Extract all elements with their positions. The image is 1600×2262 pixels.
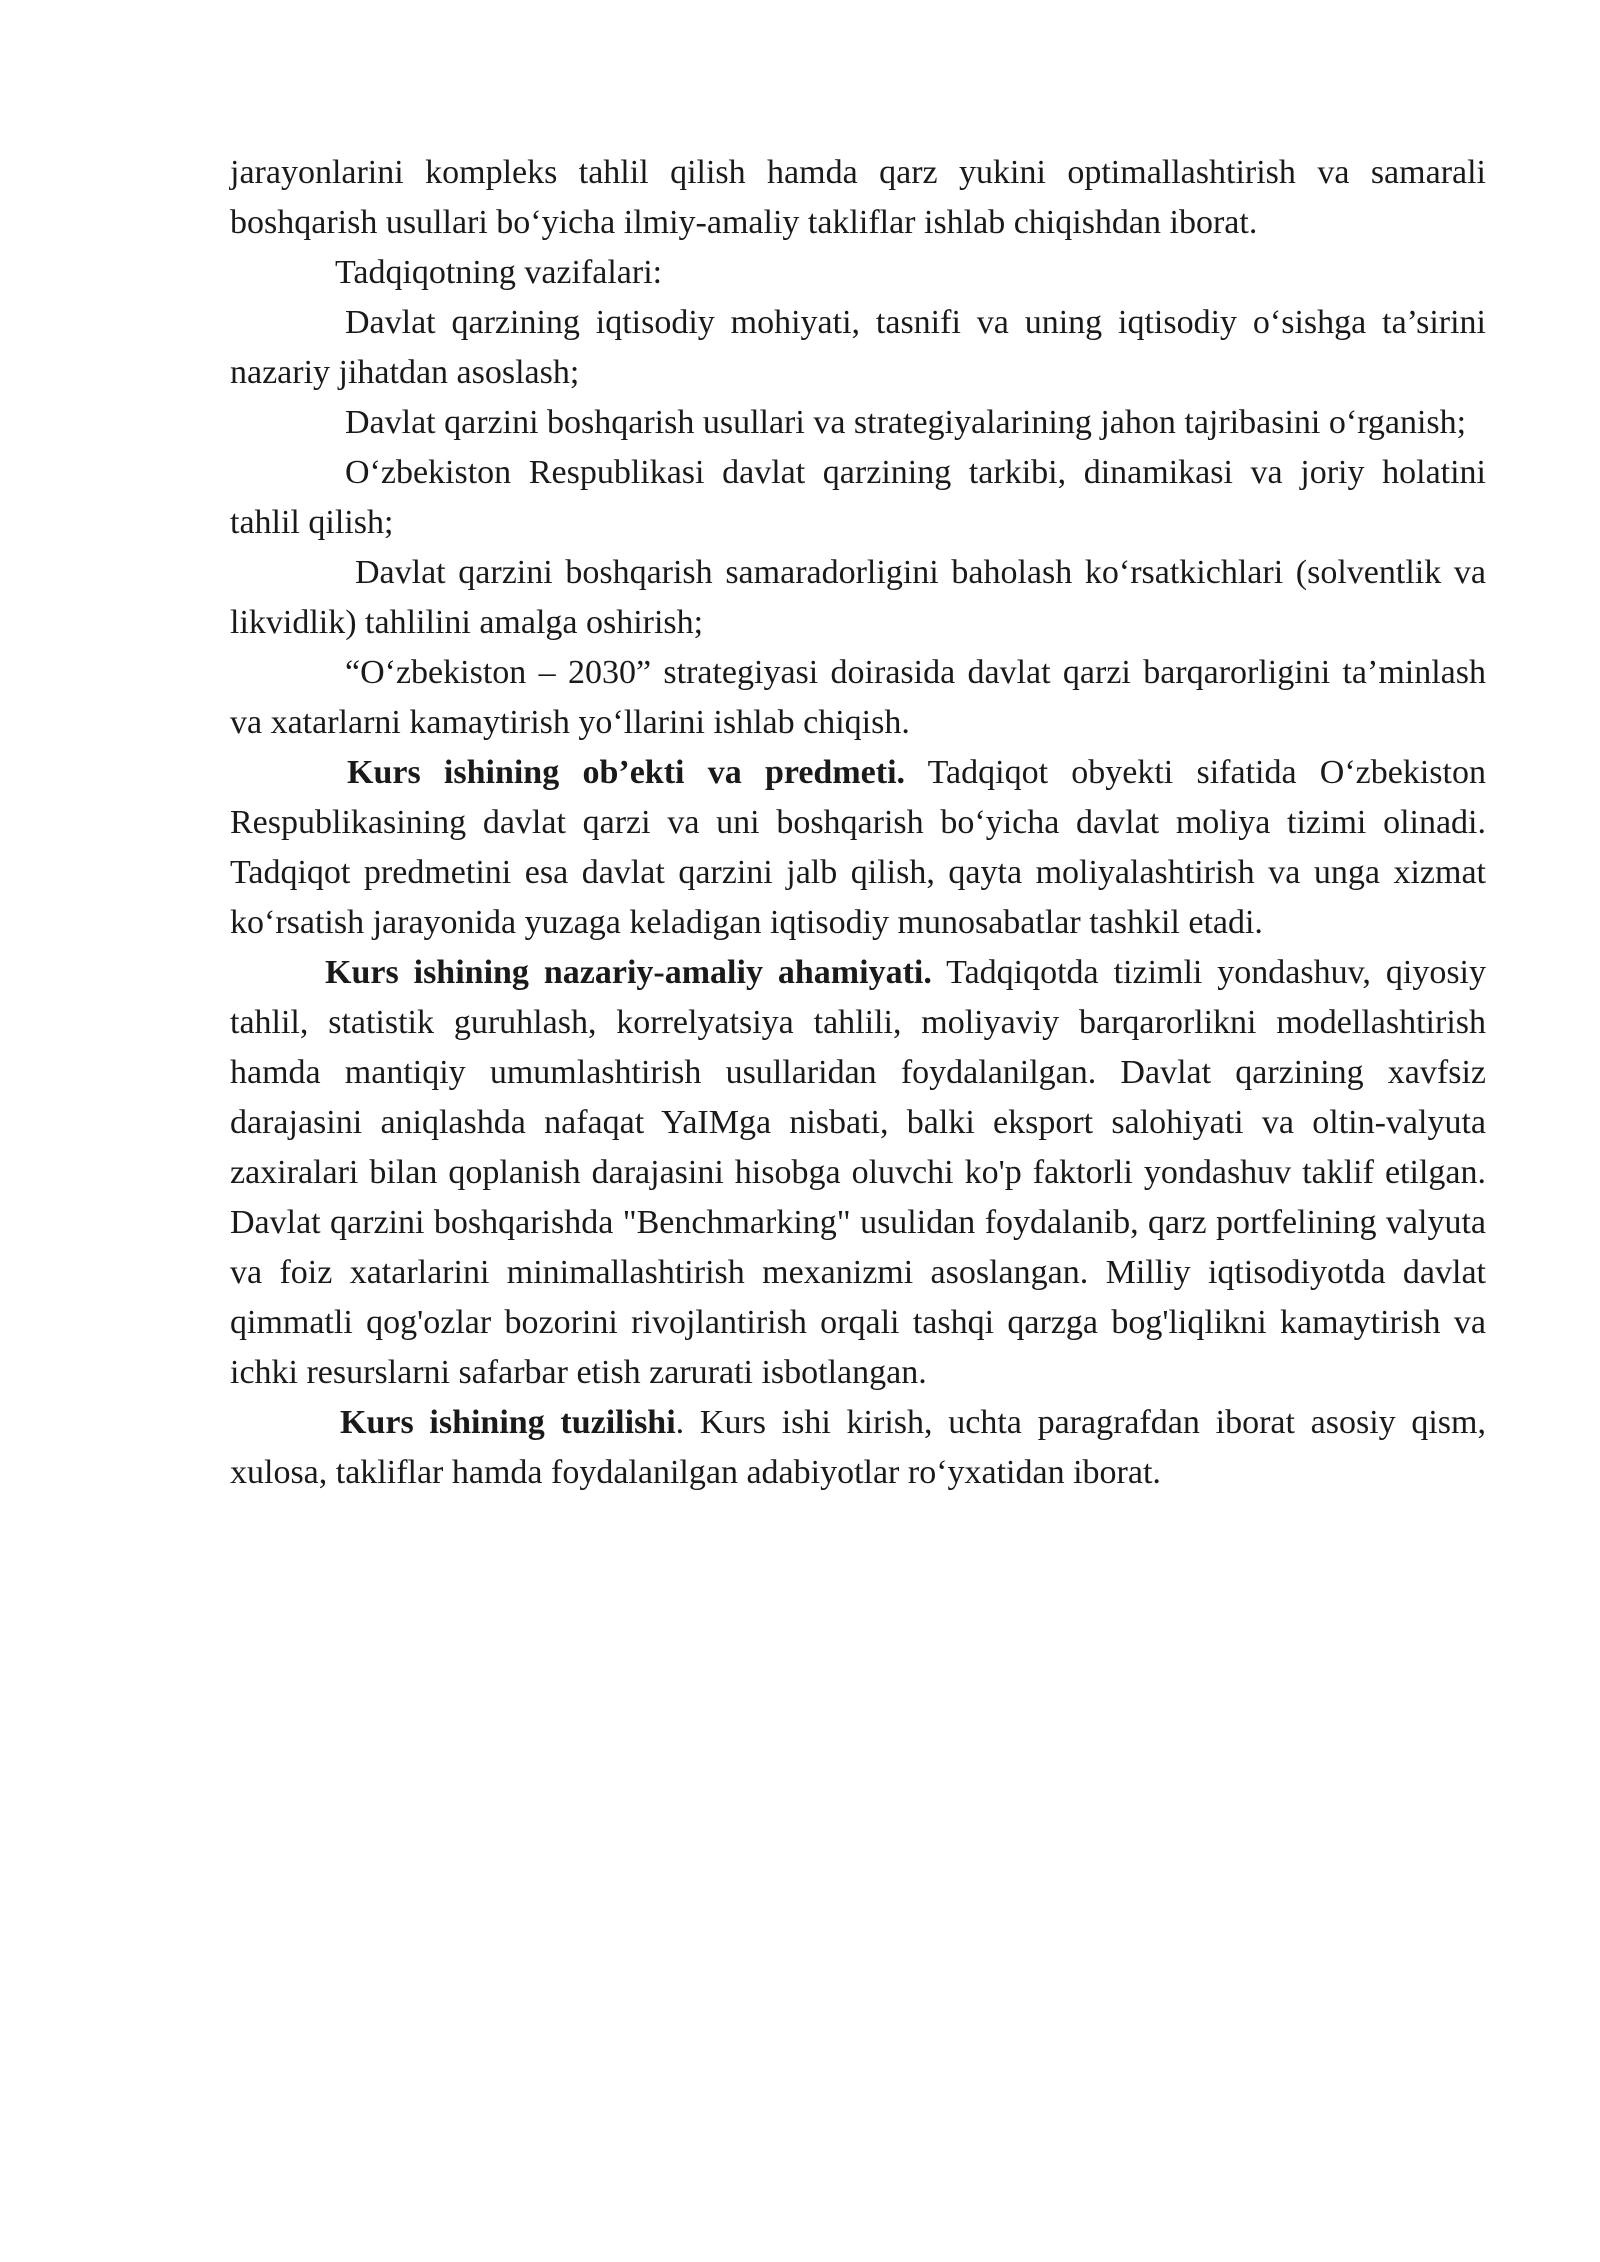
- object-subject-heading: Kurs ishining ob’ekti va predmeti.: [347, 754, 906, 791]
- object-subject-paragraph: [230, 748, 1486, 948]
- task-item-3: O‘zbekiston Respublikasi davlat qarzining tarkibi, dinamikasi va joriy holatini tahlil qilish;: [230, 454, 1486, 541]
- structure-text: . Kurs ishi kirish, uchta paragrafdan iborat asosiy qism, xulosa, takliflar hamda foydalanilgan adabiyotlar ro‘yxatidan iborat.: [230, 1404, 1486, 1491]
- structure-heading: Kurs ishining tuzilishi: [340, 1404, 676, 1441]
- significance-heading: Kurs ishining nazariy-amaliy ahamiyati.: [325, 954, 932, 991]
- structure-paragraph: [230, 1398, 1486, 1498]
- task-item-1: Davlat qarzining iqtisodiy mohiyati, tasnifi va uning iqtisodiy o‘sishga ta’sirini nazariy jihatdan asoslash;: [230, 304, 1486, 391]
- task-item-5: “O‘zbekiston – 2030” strategiyasi doirasida davlat qarzi barqarorligini ta’minlash va xatarlarni kamaytirish yo‘llarini ishlab chiqish.: [230, 654, 1486, 741]
- tasks-heading: Tadqiqotning vazifalari:: [335, 254, 663, 291]
- task-item-2: Davlat qarzini boshqarish usullari va strategiyalarining jahon tajribasini o‘rganish;: [345, 404, 1467, 441]
- document-page: [230, 148, 1486, 1498]
- significance-text: Tadqiqotda tizimli yondashuv, qiyosiy tahlil, statistik guruhlash, korrelyatsiya tahlili, moliyaviy barqarorlikni modellashtirish hamda mantiqiy umumlashtirish usullaridan foydalanilgan. Davlat qarzining xavfsiz darajasini aniqlashda nafaqat YaIMga nisbati, balki eksport salohiyati va oltin-valyuta zaxiralari bilan qoplanish darajasini hisobga oluvchi ko'p faktorli yondashuv taklif etilgan. Davlat qarzini boshqarishda "Benchmarking" usulidan foydalanib, qarz portfelining valyuta va foiz xatarlarini minimallashtirish mexanizmi asoslangan. Milliy iqtisodiyotda davlat qimmatli qog'ozlar bozorini rivojlantirish orqali tashqi qarzga bog'liqlikni kamaytirish va ichki resurslarni safarbar etish zarurati isbotlangan.: [230, 954, 1486, 1391]
- object-subject-text: Tadqiqot obyekti sifatida O‘zbekiston Respublikasining davlat qarzi va uni boshqarish bo‘yicha davlat moliya tizimi olinadi. Tadqiqot predmetini esa davlat qarzini jalb qilish, qayta moliyalashtirish va unga xizmat ko‘rsatish jarayonida yuzaga keladigan iqtisodiy munosabatlar tashkil etadi.: [230, 754, 1486, 941]
- significance-paragraph: [230, 948, 1486, 1398]
- intro-continuation-paragraph: jarayonlarini kompleks tahlil qilish hamda qarz yukini optimallashtirish va samarali boshqarish usullari bo‘yicha ilmiy-amaliy takliflar ishlab chiqishdan iborat.: [230, 154, 1486, 241]
- task-item-4: Davlat qarzini boshqarish samaradorligini baholash ko‘rsatkichlari (solventlik va likvidlik) tahlilini amalga oshirish;: [230, 554, 1486, 641]
